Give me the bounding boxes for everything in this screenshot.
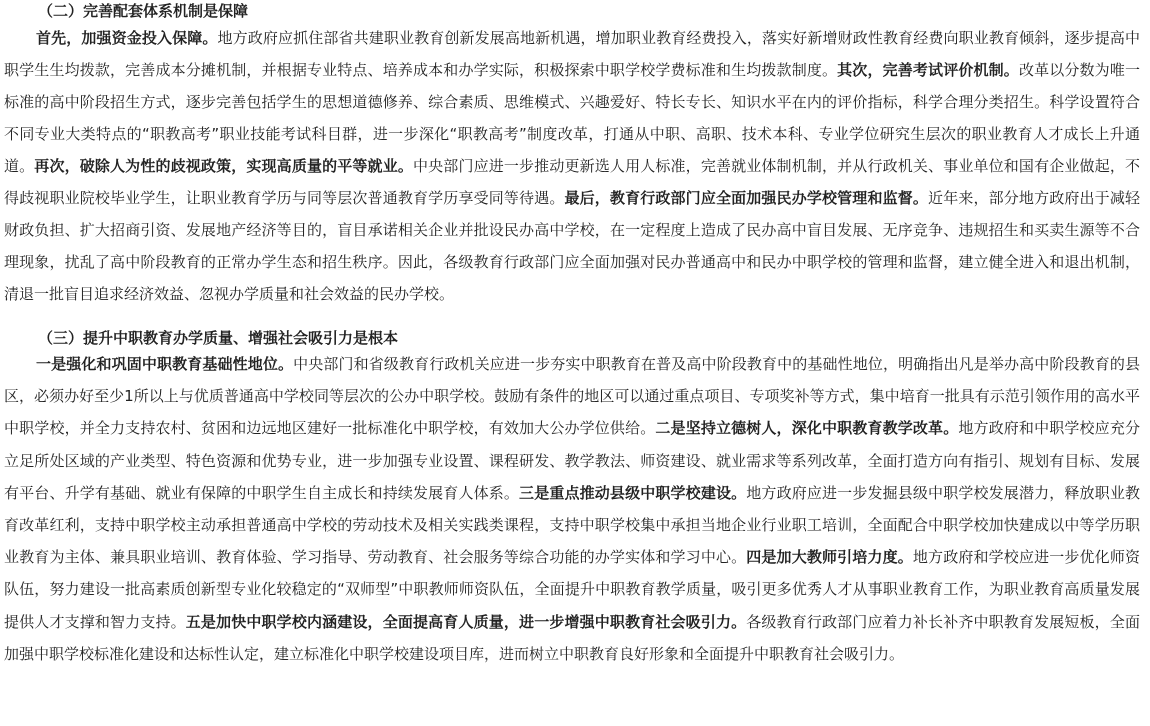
text-run: 地方政府和中职学校应充分立足所处区域的产业类型、特色资源和优势专业，进一步加强专业设置、课程研发、教学教法、师资建设、就业需求等系列改革，全面打造方向有指引、规划有目标、发展有平台、升学有基础、就业有保障的中职学生自主成长和持续发展育人体系。: [4, 419, 1140, 502]
bold-phrase: 二是坚持立德树人，深化中职教育教学改革。: [655, 419, 959, 438]
bold-phrase: 一是强化和巩固中职教育基础性地位。: [36, 355, 294, 373]
bold-phrase: 三是重点推动县级中职学校建设。: [519, 483, 747, 502]
section-heading: （二）完善配套体系机制是保障: [38, 2, 249, 20]
text-run: 地方政府应进一步发掘县级中职学校发展潜力，释放职业教育改革红利，支持中职学校主动承担普通高中学校的劳动技术及相关实践类课程，支持中职学校集中承担当地企业行业职工培训，全面配合中职学校加快建成以中等学历职业教育为主体、兼具职业培训、教育体验、学习指导、劳动教育、社会服务等综合功能的办学实体和学习中心。: [4, 483, 1140, 567]
text-run: 改革以分数为唯一标准的高中阶段招生方式，逐步完善包括学生的思想道德修养、综合素质、思维模式、兴趣爱好、特长专长、知识水平在内的评价指标，科学合理分类招生。科学设置符合不同专业大类特点的“职教高考”职业技能考试科目群，进一步深化“职教高考”制度改革，打通从中职、高职、技术本科、专业学位研究生层次的职业教育人才成长上升通道。: [4, 61, 1140, 175]
bold-phrase: 其次，完善考试评价机制。: [837, 61, 1019, 79]
bold-phrase: 四是加大教师引培力度。: [746, 548, 913, 567]
section-heading: （三）提升中职教育办学质量、增强社会吸引力是根本: [38, 329, 399, 347]
bold-phrase: 再次，破除人为性的歧视政策，实现高质量的平等就业。: [34, 157, 413, 175]
text-run: 地方政府和学校应进一步优化师资队伍，努力建设一批高素质创新型专业化较稳定的“双师型”中职教师师资队伍，全面提升中职教育教学质量，吸引更多优秀人才从事职业教育工作，为职业教育高质量发展提供人才支撑和智力支持。: [4, 548, 1140, 631]
section-paragraph: [4, 22, 1140, 310]
text-run: 地方政府应抓住部省共建职业教育创新发展高地新机遇，增加职业教育经费投入，落实好新增财政性教育经费向职业教育倾斜，逐步提高中职学生生均拨款，完善成本分摊机制，并根据专业特点、培养成本和办学实际，积极探索中职学校学费标准和生均拨款制度。: [4, 29, 1140, 79]
section-paragraph: [4, 348, 1140, 670]
bold-phrase: 首先，加强资金投入保障。: [36, 29, 218, 47]
bold-phrase: 最后，教育行政部门应全面加强民办学校管理和监督。: [564, 189, 929, 207]
section-quality-attractiveness: [4, 328, 1140, 670]
text-run: 中央部门和省级教育行政机关应进一步夯实中职教育在普及高中阶段教育中的基础性地位，明确指出凡是举办高中阶段教育的县区，必须办好至少1所以上与优质普通高中学校同等层次的公办中职学校。鼓励有条件的地区可以通过重点项目、专项奖补等方式，集中培育一批具有示范引领作用的高水平中职学校，并全力支持农村、贫困和边远地区建好一批标准化中职学校，有效加大公办学位供给。: [4, 355, 1140, 438]
text-run: 各级教育行政部门应着力补长补齐中职教育发展短板，全面加强中职学校标准化建设和达标性认定，建立标准化中职学校建设项目库，进而树立中职教育良好形象和全面提升中职教育社会吸引力。: [4, 612, 1140, 663]
bold-phrase: 五是加快中职学校内涵建设，全面提高育人质量，进一步增强中职教育社会吸引力。: [185, 612, 747, 631]
section-supporting-mechanisms: [4, 0, 1140, 310]
text-run: 近年来，部分地方政府出于减轻财政负担、扩大招商引资、发展地产经济等目的，盲目承诺相关企业并批设民办高中学校，在一定程度上造成了民办高中盲目发展、无序竞争、违规招生和买卖生源等不合理现象，扰乱了高中阶段教育的正常办学生态和招生秩序。因此，各级教育行政部门应全面加强对民办普通高中和民办中职学校的管理和监督，建立健全进入和退出机制，清退一批盲目追求经济效益、忽视办学质量和社会效益的民办学校。: [4, 189, 1140, 303]
text-run: 中央部门应进一步推动更新选人用人标准，完善就业体制机制，并从行政机关、事业单位和国有企业做起，不得歧视职业院校毕业学生，让职业教育学历与同等层次普通教育学历享受同等待遇。: [4, 157, 1140, 207]
